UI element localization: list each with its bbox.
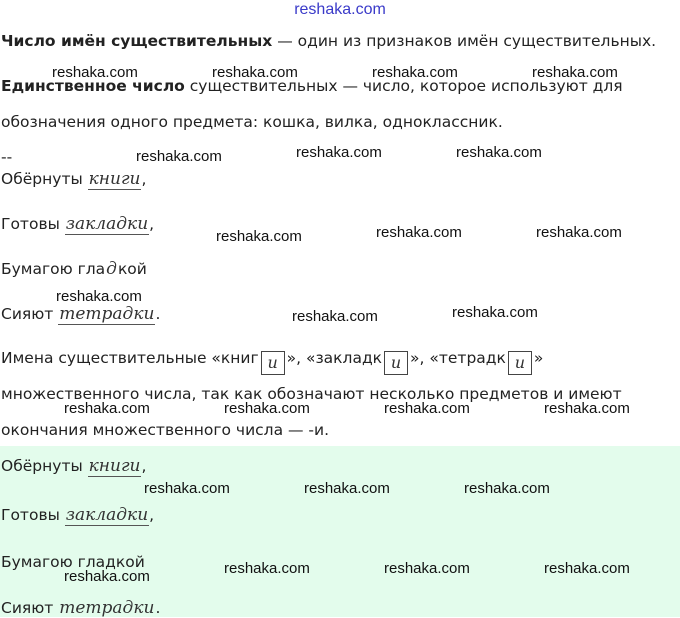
watermark: reshaka.com (384, 400, 470, 417)
answer-punct: , (149, 506, 155, 524)
handwritten-word: закладки (65, 505, 149, 525)
explanation-text: Имена существительные «книг (1, 349, 259, 367)
watermark: reshaka.com (52, 64, 138, 81)
poem-line-2-text: Готовы (1, 215, 65, 233)
answer-line-1 (1, 456, 146, 476)
answer-line-3: Бумагою гладкой (1, 553, 145, 571)
explanation-text: » (533, 349, 544, 367)
answer-line-4 (1, 598, 160, 618)
watermark: reshaka.com (376, 224, 462, 241)
answer-punct: , (141, 457, 147, 475)
answer-line-1-text: Обёрнуты (1, 457, 88, 475)
watermark: reshaka.com (304, 480, 390, 497)
definition-singular-text: существительных — число, которое используют для (184, 77, 623, 95)
answer-line-2-text: Готовы (1, 506, 65, 524)
ending-box: и (384, 351, 408, 375)
watermark: reshaka.com (372, 64, 458, 81)
answer-line-2 (1, 505, 154, 525)
handwritten-word: тетрадки (59, 304, 155, 324)
poem-line-4-text: Сияют (1, 305, 59, 323)
poem-line-1 (1, 169, 146, 189)
explanation-text: », «тетрадк (410, 349, 506, 367)
definition-number-text: — один из признаков имён существительных. (272, 32, 657, 50)
poem-line-3-b: кой (117, 260, 147, 278)
definition-singular-cont: обозначения одного предмета: кошка, вилка, одноклассник. (1, 113, 503, 131)
watermark: reshaka.com (56, 288, 142, 305)
watermark: reshaka.com (64, 568, 150, 585)
answer-line-4-text: Сияют (1, 599, 59, 617)
watermark: reshaka.com (536, 224, 622, 241)
watermark: reshaka.com (64, 400, 150, 417)
explanation-line-1 (1, 349, 543, 375)
watermark: reshaka.com (224, 560, 310, 577)
watermark: reshaka.com (544, 400, 630, 417)
poem-punct: , (141, 170, 147, 188)
watermark: reshaka.com (456, 144, 542, 161)
poem-line-3-a: Бумагою гла (1, 260, 106, 278)
poem-line-2 (1, 214, 154, 234)
definition-number (1, 32, 656, 50)
explanation-text: », «закладк (286, 349, 383, 367)
explanation-line-2: множественного числа, так как обозначают несколько предметов и имеют (1, 385, 622, 403)
poem-punct: , (149, 215, 155, 233)
handwritten-word: тетрадки (59, 598, 155, 618)
handwritten-word: книги (88, 456, 141, 476)
watermark: reshaka.com (292, 308, 378, 325)
watermark: reshaka.com (216, 228, 302, 245)
explanation-line-3: окончания множественного числа — -и. (1, 421, 330, 439)
ending-box: и (508, 351, 532, 375)
watermark: reshaka.com (144, 480, 230, 497)
term-number: Число имён существительных (1, 32, 273, 50)
handwritten-word: закладки (65, 214, 149, 234)
watermark: reshaka.com (464, 480, 550, 497)
poem-line-1-text: Обёрнуты (1, 170, 88, 188)
handwritten-word: книги (88, 169, 141, 189)
answer-punct: . (155, 599, 161, 617)
watermark: reshaka.com (296, 144, 382, 161)
poem-punct: . (155, 305, 161, 323)
poem-line-3 (1, 259, 147, 279)
underlined-letter: д (106, 259, 117, 279)
watermark: reshaka.com (532, 64, 618, 81)
poem-line-4 (1, 304, 160, 324)
ending-box: и (261, 351, 285, 375)
watermark: reshaka.com (384, 560, 470, 577)
watermark: reshaka.com (544, 560, 630, 577)
term-singular: Единственное число (1, 77, 185, 95)
site-title[interactable]: reshaka.com (294, 1, 386, 18)
watermark: reshaka.com (136, 148, 222, 165)
watermark: reshaka.com (452, 304, 538, 321)
watermark: reshaka.com (212, 64, 298, 81)
watermark: reshaka.com (224, 400, 310, 417)
separator: -- (1, 148, 13, 166)
